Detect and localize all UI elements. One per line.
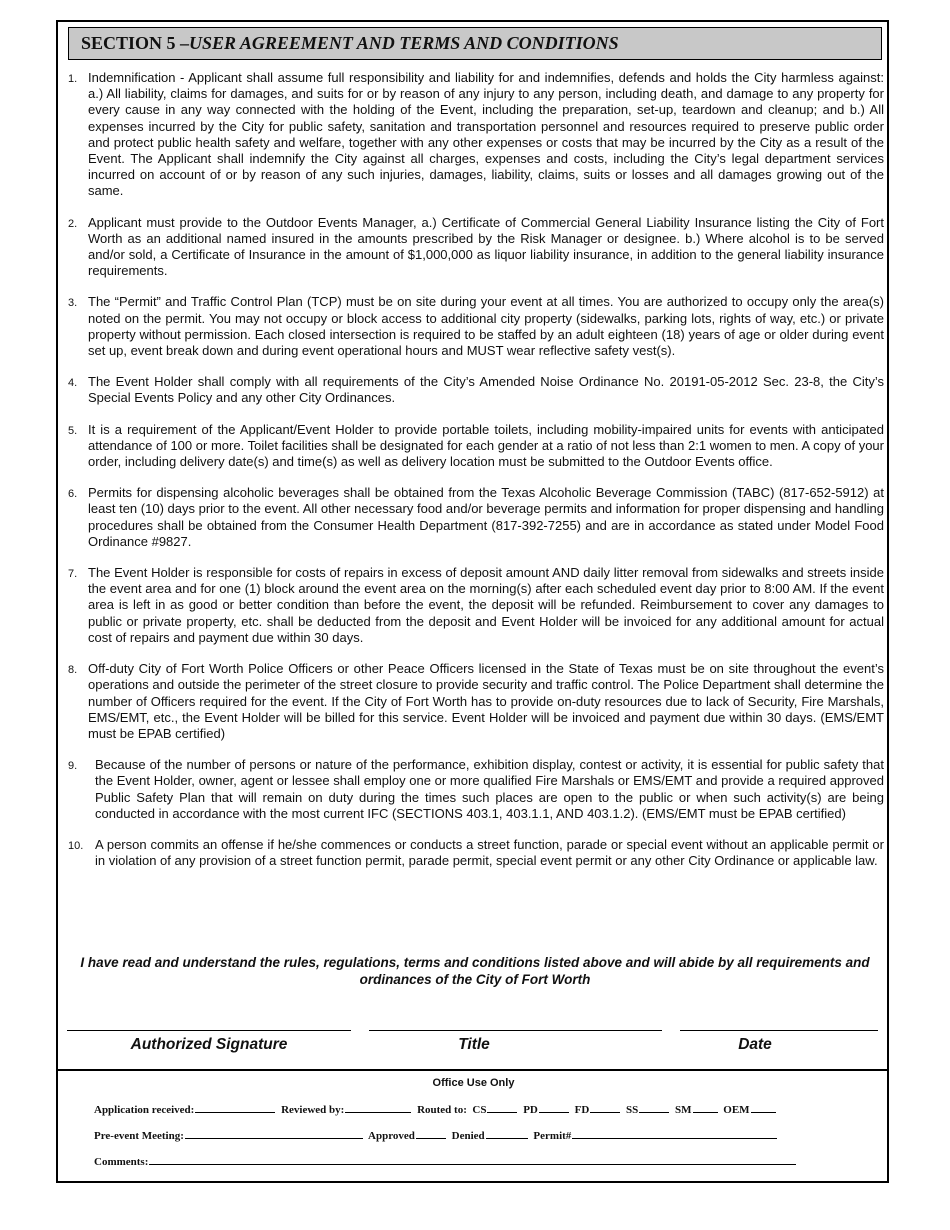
approved-label: Approved	[368, 1130, 415, 1142]
term-number: 5.	[68, 424, 78, 437]
routed-pd-label: PD	[523, 1104, 538, 1116]
office-row-routing	[94, 1103, 779, 1116]
routed-ss-field[interactable]	[639, 1103, 669, 1113]
routed-oem-field[interactable]	[751, 1103, 776, 1113]
term-number: 2.	[68, 217, 78, 230]
title-label: Title	[458, 1036, 490, 1053]
approved-field[interactable]	[416, 1129, 446, 1139]
term-number: 7.	[68, 568, 78, 581]
routed-oem-label: OEM	[723, 1104, 750, 1116]
routed-fd-field[interactable]	[590, 1103, 620, 1113]
term-text: A person commits an offense if he/she commences or conducts a street function, parade or special event without an applicable permit or in violation of any provision of a street function permit, parade permit, special event permit or any other City Ordinance or applicable law.	[95, 836, 884, 869]
term-number: 9.	[68, 760, 78, 773]
office-row-comments	[94, 1155, 799, 1168]
term-text: It is a requirement of the Applicant/Event Holder to provide portable toilets, including mobility-impaired units for events with anticipated attendance of 100 or more. Toilet facilities shall be designated for each gender at a ratio of not less than 2:1 women to men. A copy of your order, including delivery date(s) and time(s) as well as delivery location must be submitted to the Outdoor Events office.	[88, 421, 884, 470]
routed-sm-label: SM	[675, 1104, 692, 1116]
date-line[interactable]	[680, 1030, 878, 1031]
title-line[interactable]	[369, 1030, 662, 1031]
routed-sm-field[interactable]	[693, 1103, 718, 1113]
section-header	[68, 27, 882, 60]
term-item	[64, 661, 884, 742]
section-title: USER AGREEMENT AND TERMS AND CONDITIONS	[189, 33, 619, 53]
term-item	[64, 485, 884, 550]
term-text: Indemnification - Applicant shall assume full responsibility and liability for and indemnifies, defends and holds the City harmless against: a.) All liability, claims for damages, and suits for or by reason of any injury to any person, including death, and damage to any property for every cause in any way connected with the holding of the Event, including the preparation, set-up, teardown and cleanup; and b.) All expenses incurred by the City for public safety, sanitation and transportation personnel and resources required to preserve public order and protect public health safety and welfare, together with any other expenses or costs that may be incurred by the City as a result of the Event. The Applicant shall indemnify the City against all charges, expenses and costs, including the City’s legal department services incurred on account of or by reason of any such injuries, damages, liability, claims, suits or losses and all damages growing out of the same.	[88, 70, 884, 199]
pre-event-meeting-field[interactable]	[185, 1129, 363, 1139]
denied-field[interactable]	[486, 1129, 528, 1139]
term-item	[64, 565, 884, 646]
term-number: 4.	[68, 377, 78, 390]
signature-line[interactable]	[67, 1030, 351, 1031]
term-text: The Event Holder shall comply with all requirements of the City’s Amended Noise Ordinance No. 20191-05-2012 Sec. 23-8, the City’s Special Events Policy and any other City Ordinances.	[88, 374, 884, 406]
term-item	[64, 837, 884, 869]
term-text: Applicant must provide to the Outdoor Events Manager, a.) Certificate of Commercial General Liability Insurance listing the City of Fort Worth as an additional named insured in the amounts prescribed by the Risk Manager or designee. b.) Where alcohol is to be served and/or sold, a Certificate of Insurance in the amount of $1,000,000 as liquor liability insurance, in addition to the general liability insurance requirements.	[88, 214, 884, 279]
term-text: Off-duty City of Fort Worth Police Officers or other Peace Officers licensed in the State of Texas must be on site throughout the event’s operations and outside the perimeter of the street closure to provide security and traffic control. The Police Department shall determine the number of Officers required for the event. If the City of Fort Worth has to provide on-duty resources due to lack of Security, Fire Marshals, EMS/EMT, etc., the Event Holder will be billed for this service. Event Holder will be invoiced and payment due within 30 days. (EMS/EMT must be EPAB certified)	[88, 661, 884, 741]
routed-pd-field[interactable]	[539, 1103, 569, 1113]
term-number: 10.	[68, 839, 84, 852]
term-text: Because of the number of persons or nature of the performance, exhibition display, contest or activity, it is essential for public safety that the Event Holder, owner, agent or lessee shall employ one or more qualified Fire Marshals or EMS/EMT and provide a required approved Public Safety Plan that will remain on duty during the times such places are open to the public or when such activity(s) are being conducted in accordance with the most current IFC (SECTIONS 403.1, 403.1.1, AND 403.1.2). (EMS/EMT must be EPAB certified)	[95, 757, 884, 821]
reviewed-by-field[interactable]	[345, 1103, 411, 1113]
term-item	[64, 294, 884, 359]
comments-label: Comments:	[94, 1156, 149, 1168]
office-use-section	[58, 1069, 889, 1183]
term-item	[64, 70, 884, 200]
term-item	[64, 757, 884, 822]
term-item	[64, 374, 884, 406]
term-item	[64, 215, 884, 280]
denied-label: Denied	[451, 1130, 485, 1142]
authorized-signature-label: Authorized Signature	[130, 1036, 288, 1053]
routed-cs-field[interactable]	[487, 1103, 517, 1113]
pre-event-meeting-label: Pre-event Meeting:	[94, 1130, 184, 1142]
reviewed-by-label: Reviewed by:	[281, 1104, 345, 1116]
routed-fd-label: FD	[574, 1104, 590, 1116]
date-label: Date	[738, 1036, 772, 1053]
section-number: SECTION 5 –	[81, 33, 190, 53]
terms-list	[64, 70, 884, 884]
permit-number-label: Permit#	[533, 1130, 572, 1142]
permit-number-field[interactable]	[572, 1129, 777, 1139]
routed-cs-label: CS	[472, 1104, 487, 1116]
term-number: 3.	[68, 297, 78, 310]
routed-ss-label: SS	[626, 1104, 639, 1116]
acknowledgement-statement: I have read and understand the rules, regulations, terms and conditions listed above and will abide by all requirements and ordinances of the City of Fort Worth	[80, 955, 870, 987]
term-text: The “Permit” and Traffic Control Plan (TCP) must be on site during your event at all times. You are authorized to occupy only the area(s) noted on the permit. You may not occupy or block access to additional city property (sidewalks, parking lots, rights of way, etc.) or private property without permission. Each closed intersection is required to be staffed by an adult eighteen (18) years of age or older during event set up, event break down and during event operational hours and MUST wear reflective safety vest(s).	[88, 294, 884, 359]
term-number: 6.	[68, 488, 78, 501]
term-item	[64, 422, 884, 471]
comments-field[interactable]	[149, 1155, 796, 1165]
term-text: Permits for dispensing alcoholic beverages shall be obtained from the Texas Alcoholic Beverage Commission (TABC) (817-652-5912) at least ten (10) days prior to the event. All other necessary food and/or beverage permits and information for proper dispensing and handling procedures shall be obtained from the Consumer Health Department (817-392-7255) and are in accordance as stated under Model Food Ordinance #9827.	[88, 485, 884, 549]
routed-to-label: Routed to:	[417, 1104, 467, 1116]
term-number: 1.	[68, 73, 78, 85]
term-number: 8.	[68, 664, 78, 677]
office-use-title: Office Use Only	[432, 1077, 515, 1089]
application-received-field[interactable]	[195, 1103, 275, 1113]
application-received-label: Application received:	[94, 1104, 195, 1116]
office-row-approval	[94, 1129, 780, 1142]
term-text: The Event Holder is responsible for costs of repairs in excess of deposit amount AND daily litter removal from sidewalks and streets inside the event area and for one (1) block around the event area on the morning(s) after each scheduled event day prior to 8:00 AM. If the event area is left in as good or better condition than before the event, the deposit will be refunded. Reimbursement to cover any damages to public or private property, etc. shall be deducted from the deposit and Event Holder will be invoiced for any additional amount for actual cost of repairs and payment due within 30 days.	[88, 565, 884, 645]
